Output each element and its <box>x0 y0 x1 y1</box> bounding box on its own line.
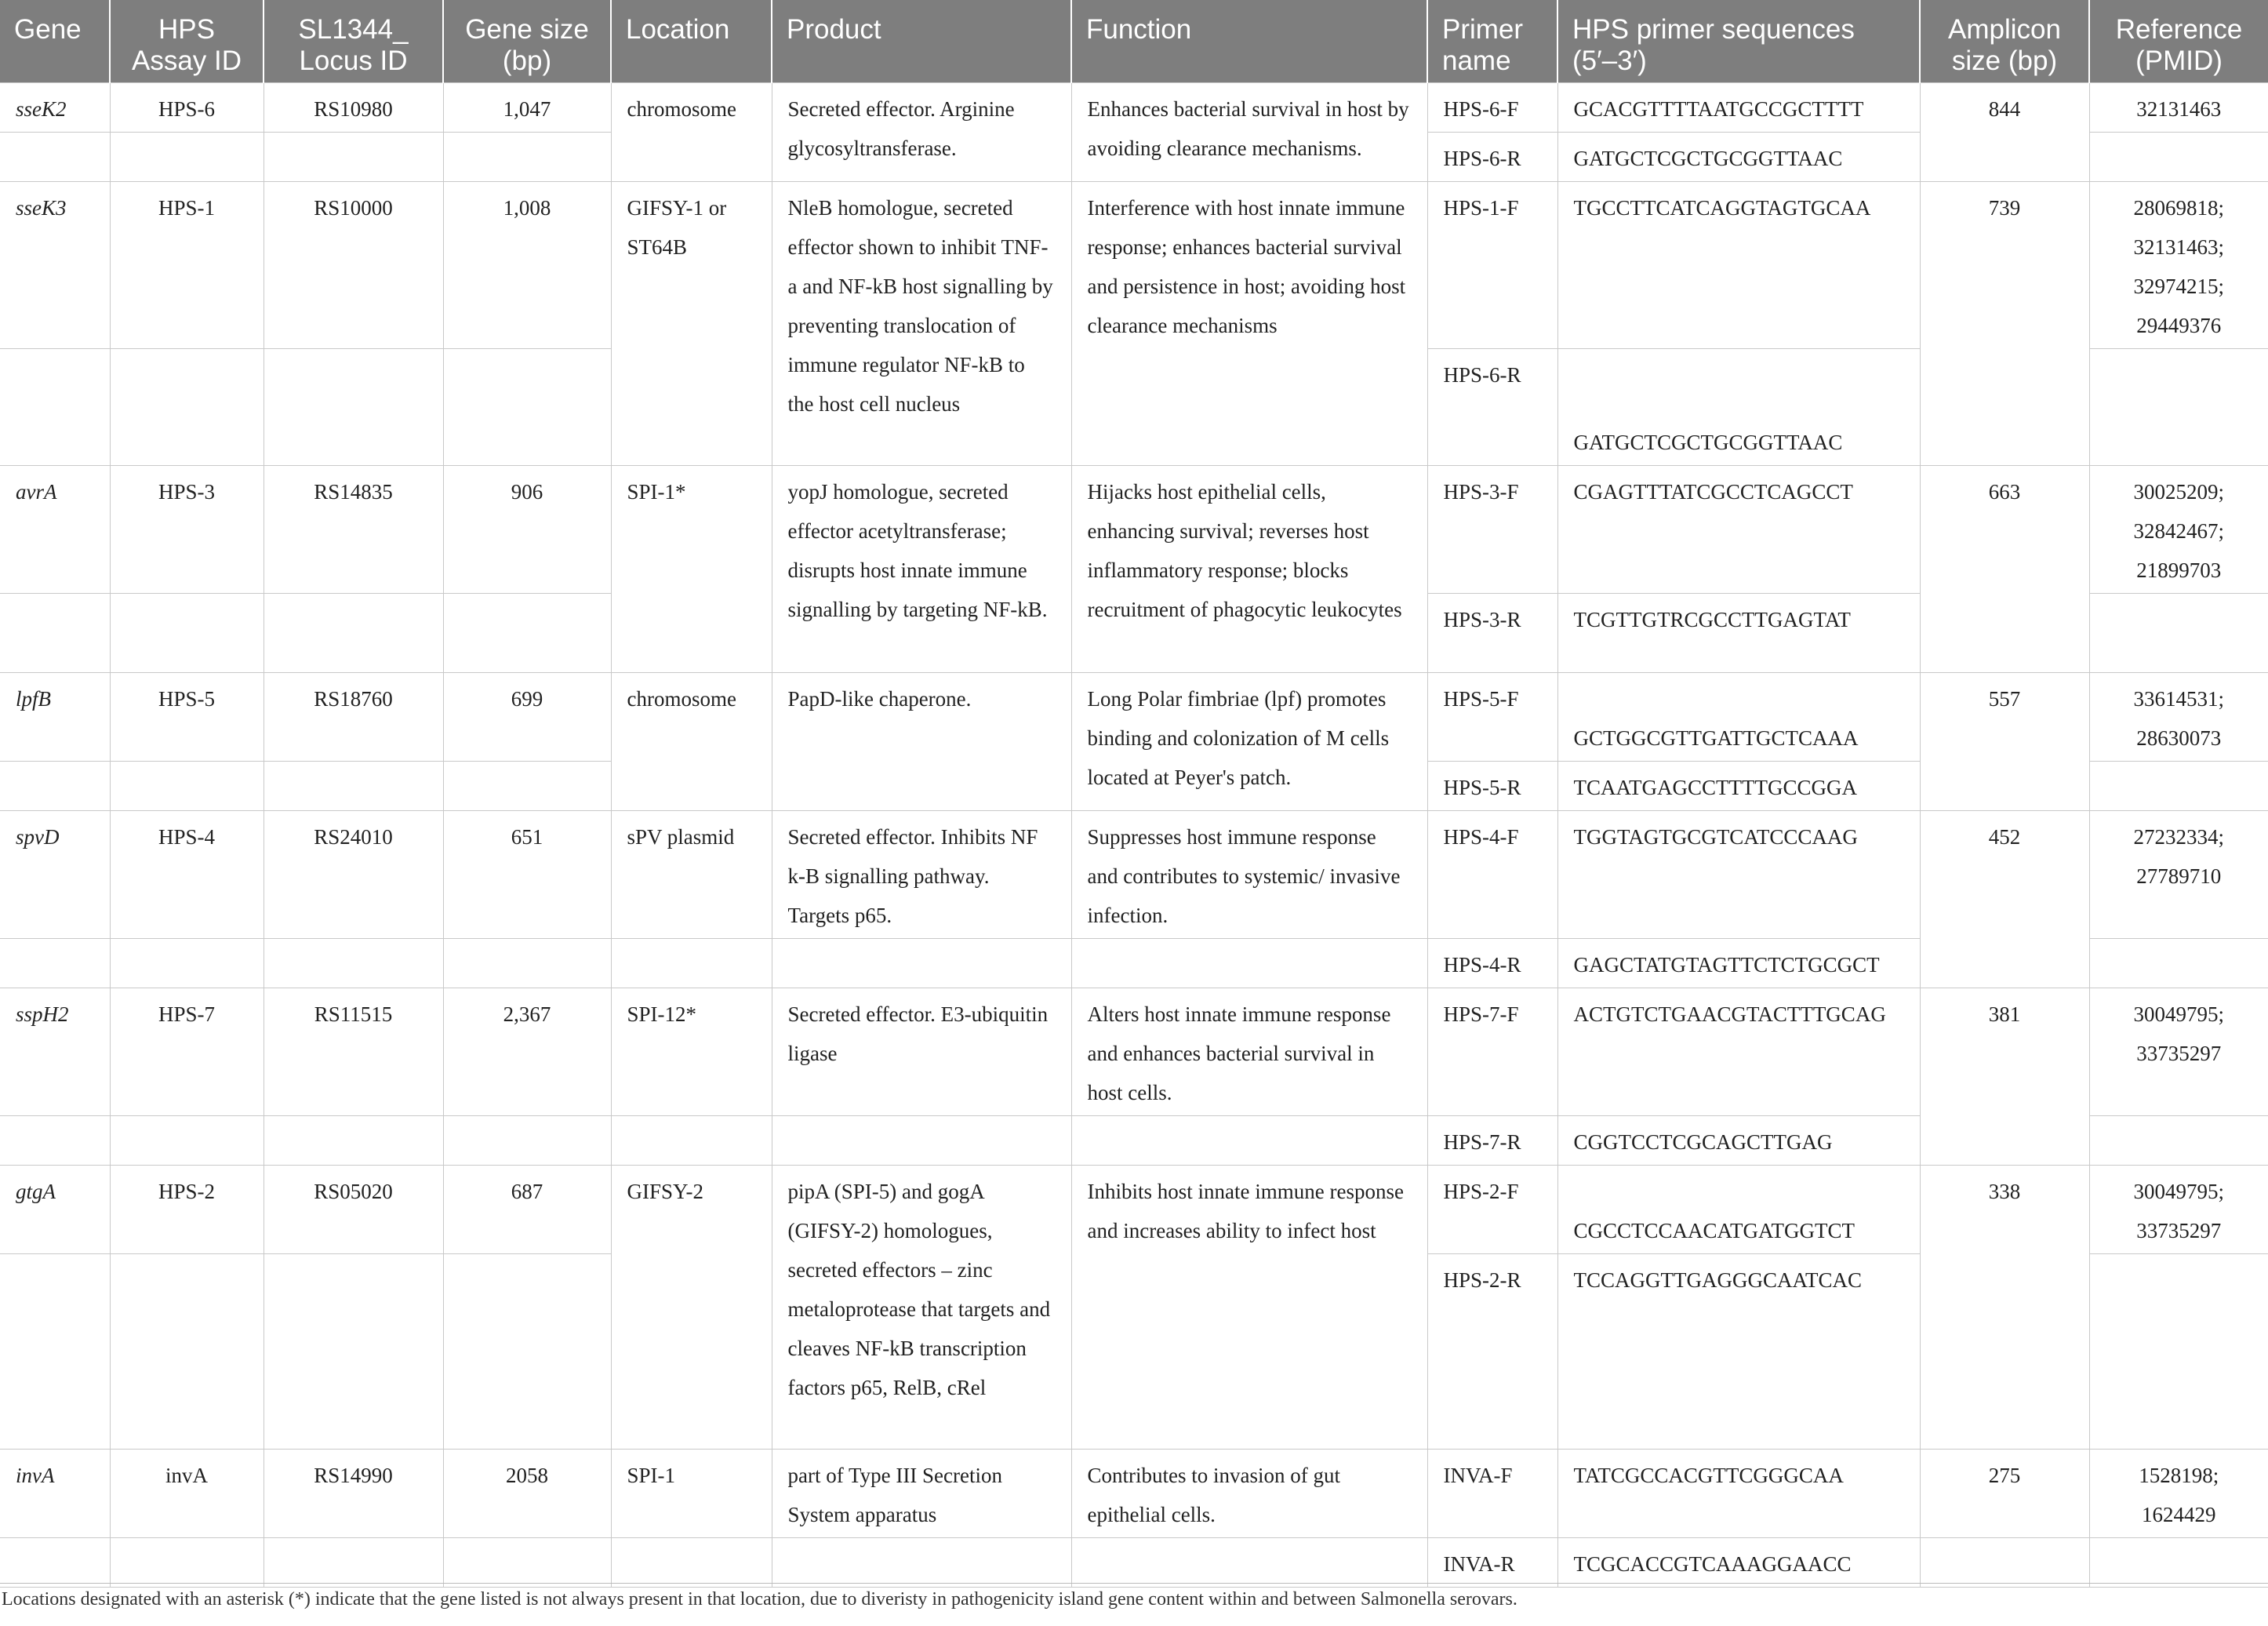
locus-id-cell-empty <box>264 1253 443 1449</box>
primer-seq-cell: GATGCTCGCTGCGGTTAAC <box>1557 132 1920 181</box>
function-cell-empty <box>1071 1115 1427 1165</box>
gene-size-cell-empty <box>443 1253 611 1449</box>
locus-id-cell-empty <box>264 1537 443 1587</box>
header-row <box>0 0 2268 82</box>
reference-cell: 32131463 <box>2089 82 2268 132</box>
locus-id-cell-empty <box>264 132 443 181</box>
location-cell: SPI-1 <box>611 1449 772 1537</box>
product-cell: NleB homologue, secreted effector shown to inhibit TNF-a and NF-kB host signalling by preventing translocation of immune regulator NF-kB to the host cell nucleus <box>772 181 1071 465</box>
header-gene-size: Gene size (bp) <box>443 0 611 82</box>
amplicon-cell: 739 <box>1920 181 2089 465</box>
gene-size-cell: 2058 <box>443 1449 611 1537</box>
reference-cell-empty <box>2089 761 2268 810</box>
primer-seq-cell: CGCCTCCAACATGATGGTCT <box>1557 1165 1920 1253</box>
amplicon-cell: 338 <box>1920 1165 2089 1449</box>
locus-id-cell: RS24010 <box>264 810 443 938</box>
primer-seq-cell: TCGCACCGTCAAAGGAACC <box>1557 1537 1920 1587</box>
table-header <box>0 0 2268 82</box>
location-cell: SPI-12* <box>611 988 772 1115</box>
locus-id-cell: RS05020 <box>264 1165 443 1253</box>
gene-size-cell: 687 <box>443 1165 611 1253</box>
header-product: Product <box>772 0 1071 82</box>
assay-id-cell: invA <box>110 1449 264 1537</box>
assay-id-cell-empty <box>110 1115 264 1165</box>
product-cell: Secreted effector. Arginine glycosyltransferase. <box>772 82 1071 181</box>
primer-seq-cell: TGGTAGTGCGTCATCCCAAG <box>1557 810 1920 938</box>
function-cell-empty <box>1071 938 1427 988</box>
gene-cell: sseK2 <box>0 82 110 132</box>
gene-size-cell: 651 <box>443 810 611 938</box>
primer-seq-cell: ACTGTCTGAACGTACTTTGCAG <box>1557 988 1920 1115</box>
header-function: Function <box>1071 0 1427 82</box>
header-primer-seq: HPS primer sequences (5′–3′) <box>1557 0 1920 82</box>
reference-cell-empty <box>2089 1115 2268 1165</box>
gene-size-cell: 699 <box>443 672 611 761</box>
gene-size-cell-empty <box>443 132 611 181</box>
function-cell: Hijacks host epithelial cells, enhancing survival; reverses host inflammatory response; blocks recruitment of phagocytic leukocytes <box>1071 465 1427 672</box>
function-cell: Enhances bacterial survival in host by avoiding clearance mechanisms. <box>1071 82 1427 181</box>
table-row <box>0 1449 2268 1537</box>
assay-id-cell-empty <box>110 1253 264 1449</box>
table-row <box>0 1537 2268 1587</box>
assay-id-cell-empty <box>110 348 264 465</box>
gene-size-cell-empty <box>443 593 611 672</box>
primer-seq-cell: CGGTCCTCGCAGCTTGAG <box>1557 1115 1920 1165</box>
gene-cell: sspH2 <box>0 988 110 1115</box>
locus-id-cell: RS10980 <box>264 82 443 132</box>
table-row <box>0 82 2268 132</box>
header-location: Location <box>611 0 772 82</box>
gene-cell: sseK3 <box>0 181 110 348</box>
product-cell: Secreted effector. Inhibits NF k-B signalling pathway. Targets p65. <box>772 810 1071 938</box>
primer-seq-cell: GCTGGCGTTGATTGCTCAAA <box>1557 672 1920 761</box>
table-row <box>0 465 2268 593</box>
assay-id-cell: HPS-5 <box>110 672 264 761</box>
product-cell-empty <box>772 1115 1071 1165</box>
product-cell: part of Type III Secretion System apparatus <box>772 1449 1071 1537</box>
function-cell: Contributes to invasion of gut epithelial cells. <box>1071 1449 1427 1537</box>
gene-cell-empty <box>0 1253 110 1449</box>
reference-cell-empty <box>2089 132 2268 181</box>
reference-cell: 27232334; 27789710 <box>2089 810 2268 938</box>
locus-id-cell-empty <box>264 593 443 672</box>
primer-seq-cell: TGCCTTCATCAGGTAGTGCAA <box>1557 181 1920 348</box>
gene-size-cell: 1,008 <box>443 181 611 348</box>
gene-cell: gtgA <box>0 1165 110 1253</box>
reference-cell: 30049795; 33735297 <box>2089 988 2268 1115</box>
location-cell: chromosome <box>611 672 772 810</box>
gene-cell: spvD <box>0 810 110 938</box>
assay-id-cell: HPS-3 <box>110 465 264 593</box>
gene-cell-empty <box>0 761 110 810</box>
gene-cell: invA <box>0 1449 110 1537</box>
gene-size-cell: 906 <box>443 465 611 593</box>
header-assay-id: HPS Assay ID <box>110 0 264 82</box>
amplicon-cell: 844 <box>1920 82 2089 181</box>
assay-id-cell: HPS-6 <box>110 82 264 132</box>
primer-name-cell: HPS-3-R <box>1427 593 1557 672</box>
gene-cell: avrA <box>0 465 110 593</box>
product-cell-empty <box>772 938 1071 988</box>
primer-seq-cell: GCACGTTTTAATGCCGCTTTT <box>1557 82 1920 132</box>
primer-seq-cell: GATGCTCGCTGCGGTTAAC <box>1557 348 1920 465</box>
gene-cell-empty <box>0 132 110 181</box>
location-cell: GIFSY-1 or ST64B <box>611 181 772 465</box>
product-cell-empty <box>772 1537 1071 1587</box>
gene-size-cell-empty <box>443 761 611 810</box>
table-body <box>0 82 2268 1587</box>
gene-cell: lpfB <box>0 672 110 761</box>
header-gene: Gene <box>0 0 110 82</box>
table-row <box>0 1165 2268 1253</box>
locus-id-cell: RS11515 <box>264 988 443 1115</box>
location-cell: GIFSY-2 <box>611 1165 772 1449</box>
assay-id-cell: HPS-4 <box>110 810 264 938</box>
assay-id-cell: HPS-2 <box>110 1165 264 1253</box>
gene-size-cell: 2,367 <box>443 988 611 1115</box>
primer-seq-cell: CGAGTTTATCGCCTCAGCCT <box>1557 465 1920 593</box>
primer-name-cell: HPS-1-F <box>1427 181 1557 348</box>
locus-id-cell-empty <box>264 1115 443 1165</box>
primer-name-cell: HPS-7-F <box>1427 988 1557 1115</box>
reference-cell-empty <box>2089 938 2268 988</box>
locus-id-cell: RS14835 <box>264 465 443 593</box>
amplicon-cell: 452 <box>1920 810 2089 988</box>
reference-cell: 1528198; 1624429 <box>2089 1449 2268 1537</box>
reference-cell: 33614531; 28630073 <box>2089 672 2268 761</box>
reference-cell-empty <box>2089 1537 2268 1587</box>
location-cell: SPI-1* <box>611 465 772 672</box>
location-cell: sPV plasmid <box>611 810 772 938</box>
reference-cell-empty <box>2089 1253 2268 1449</box>
locus-id-cell: RS18760 <box>264 672 443 761</box>
locus-id-cell-empty <box>264 761 443 810</box>
reference-cell: 30049795; 33735297 <box>2089 1165 2268 1253</box>
footnote-divider <box>0 1583 2268 1584</box>
amplicon-cell-empty <box>1920 1537 2089 1587</box>
gene-size-cell-empty <box>443 938 611 988</box>
location-cell-empty <box>611 938 772 988</box>
locus-id-cell: RS14990 <box>264 1449 443 1537</box>
reference-cell: 30025209; 32842467; 21899703 <box>2089 465 2268 593</box>
primer-name-cell: HPS-5-F <box>1427 672 1557 761</box>
reference-cell-empty <box>2089 593 2268 672</box>
header-amplicon: Amplicon size (bp) <box>1920 0 2089 82</box>
gene-size-cell-empty <box>443 1537 611 1587</box>
primer-seq-cell: TCAATGAGCCTTTTGCCGGA <box>1557 761 1920 810</box>
header-primer-name: Primer name <box>1427 0 1557 82</box>
function-cell: Inhibits host innate immune response and increases ability to infect host <box>1071 1165 1427 1449</box>
assay-id-cell-empty <box>110 1537 264 1587</box>
primer-name-cell: HPS-5-R <box>1427 761 1557 810</box>
assay-id-cell-empty <box>110 593 264 672</box>
gene-size-cell: 1,047 <box>443 82 611 132</box>
primer-name-cell: INVA-R <box>1427 1537 1557 1587</box>
primer-name-cell: HPS-6-R <box>1427 348 1557 465</box>
locus-id-cell: RS10000 <box>264 181 443 348</box>
function-cell: Long Polar fimbriae (lpf) promotes binding and colonization of M cells located at Peyer's patch. <box>1071 672 1427 810</box>
primer-seq-cell: TCGTTGTRCGCCTTGAGTAT <box>1557 593 1920 672</box>
reference-cell: 28069818; 32131463; 32974215; 29449376 <box>2089 181 2268 348</box>
assay-id-cell: HPS-7 <box>110 988 264 1115</box>
product-cell: PapD-like chaperone. <box>772 672 1071 810</box>
header-locus-id: SL1344_ Locus ID <box>264 0 443 82</box>
primer-name-cell: HPS-7-R <box>1427 1115 1557 1165</box>
primer-seq-cell: TATCGCCACGTTCGGGCAA <box>1557 1449 1920 1537</box>
location-cell: chromosome <box>611 82 772 181</box>
table-row <box>0 672 2268 761</box>
primer-name-cell: HPS-4-R <box>1427 938 1557 988</box>
reference-cell-empty <box>2089 348 2268 465</box>
location-cell-empty <box>611 1537 772 1587</box>
gene-cell-empty <box>0 1537 110 1587</box>
assay-id-cell-empty <box>110 938 264 988</box>
locus-id-cell-empty <box>264 938 443 988</box>
function-cell: Suppresses host immune response and contributes to systemic/ invasive infection. <box>1071 810 1427 938</box>
product-cell: yopJ homologue, secreted effector acetyltransferase; disrupts host innate immune signalling by targeting NF-kB. <box>772 465 1071 672</box>
function-cell-empty <box>1071 1537 1427 1587</box>
primer-name-cell: HPS-2-F <box>1427 1165 1557 1253</box>
assay-id-cell-empty <box>110 761 264 810</box>
gene-cell-empty <box>0 1115 110 1165</box>
assay-id-cell: HPS-1 <box>110 181 264 348</box>
table-row <box>0 988 2268 1115</box>
primer-name-cell: HPS-2-R <box>1427 1253 1557 1449</box>
table-footnote: Locations designated with an asterisk (*) indicate that the gene listed is not always present in that location, due to diveristy in pathogenicity island gene content within and between Salmonella serovars. <box>2 1589 1517 1610</box>
gene-cell-empty <box>0 938 110 988</box>
header-reference: Reference (PMID) <box>2089 0 2268 82</box>
gene-size-cell-empty <box>443 348 611 465</box>
locus-id-cell-empty <box>264 348 443 465</box>
product-cell: Secreted effector. E3-ubiquitin ligase <box>772 988 1071 1115</box>
amplicon-cell: 663 <box>1920 465 2089 672</box>
primer-seq-cell: TCCAGGTTGAGGGCAATCAC <box>1557 1253 1920 1449</box>
gene-size-cell-empty <box>443 1115 611 1165</box>
amplicon-cell: 381 <box>1920 988 2089 1165</box>
product-cell: pipA (SPI-5) and gogA (GIFSY-2) homologues, secreted effectors – zinc metaloprotease that targets and cleaves NF-kB transcription factors p65, RelB, cRel <box>772 1165 1071 1449</box>
function-cell: Alters host innate immune response and enhances bacterial survival in host cells. <box>1071 988 1427 1115</box>
function-cell: Interference with host innate immune response; enhances bacterial survival and persistence in host; avoiding host clearance mechanisms <box>1071 181 1427 465</box>
table-row <box>0 810 2268 938</box>
amplicon-cell: 557 <box>1920 672 2089 810</box>
assay-id-cell-empty <box>110 132 264 181</box>
gene-cell-empty <box>0 593 110 672</box>
primer-name-cell: HPS-6-R <box>1427 132 1557 181</box>
location-cell-empty <box>611 1115 772 1165</box>
primer-name-cell: HPS-3-F <box>1427 465 1557 593</box>
table-row <box>0 181 2268 348</box>
gene-cell-empty <box>0 348 110 465</box>
primer-name-cell: HPS-6-F <box>1427 82 1557 132</box>
amplicon-cell: 275 <box>1920 1449 2089 1537</box>
primer-name-cell: HPS-4-F <box>1427 810 1557 938</box>
primer-name-cell: INVA-F <box>1427 1449 1557 1537</box>
primer-seq-cell: GAGCTATGTAGTTCTCTGCGCT <box>1557 938 1920 988</box>
